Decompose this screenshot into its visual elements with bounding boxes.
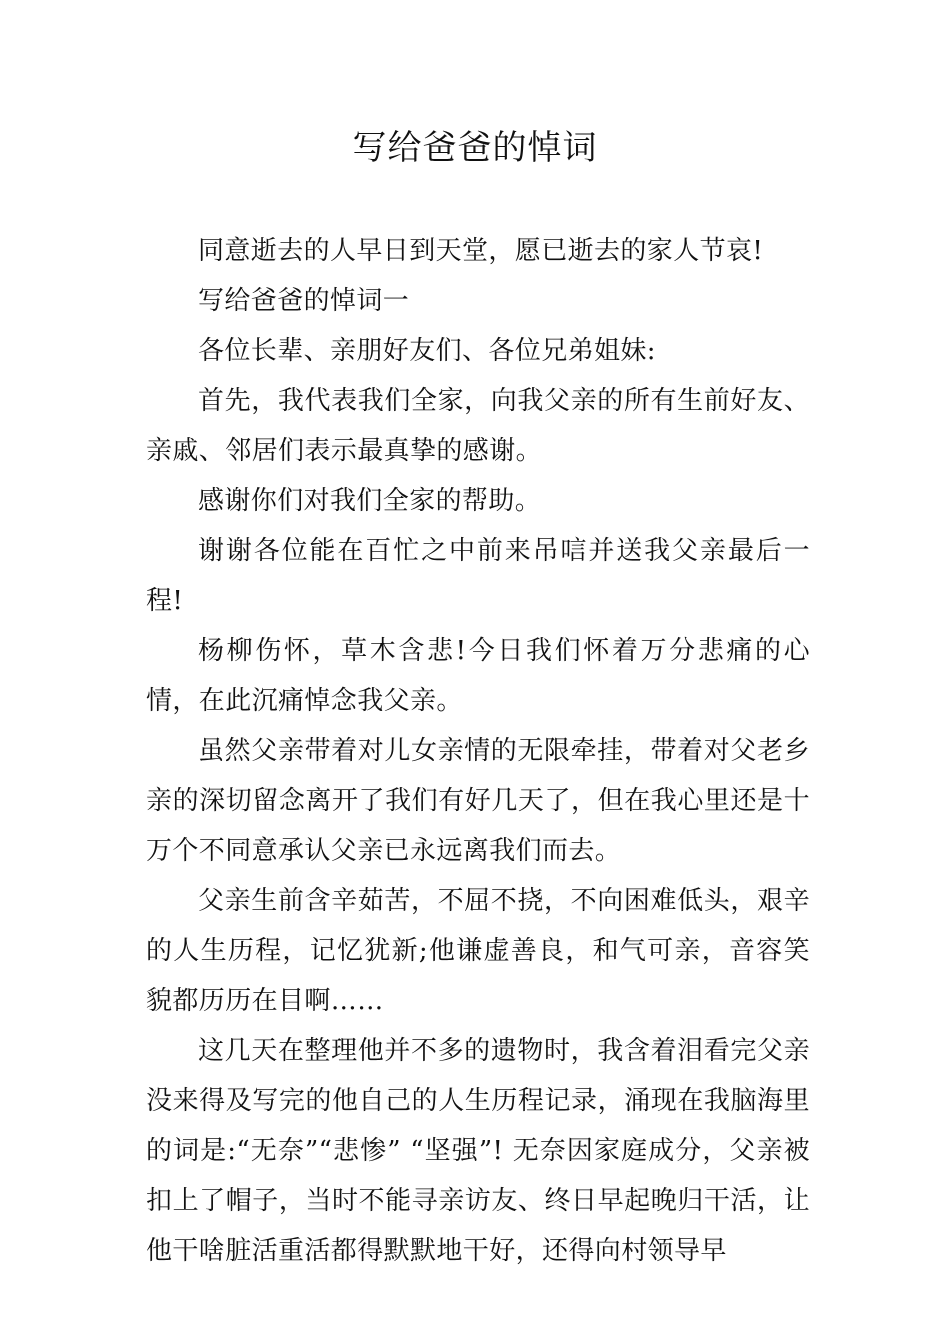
- paragraph-character: 父亲生前含辛茹苦，不屈不挠，不向困难低头，艰辛的人生历程，记忆犹新;他谦虚善良，和气可亲，音容笑貌都历历在目啊……: [146, 886, 810, 1016]
- paragraph-thanks-friends: 首先，我代表我们全家，向我父亲的所有生前好友、亲戚、邻居们表示最真挚的感谢。: [146, 386, 810, 466]
- paragraph-mourning: 杨柳伤怀，草木含悲!今日我们怀着万分悲痛的心情，在此沉痛悼念我父亲。: [146, 636, 810, 716]
- paragraph-thanks-attendance: 谢谢各位能在百忙之中前来吊唁并送我父亲最后一程!: [146, 536, 810, 616]
- document-title: 写给爸爸的悼词: [352, 128, 598, 168]
- paragraph-eulogy-heading: 写给爸爸的悼词一: [198, 286, 410, 316]
- paragraph-intro: 同意逝去的人早日到天堂，愿已逝去的家人节哀!: [198, 236, 764, 266]
- paragraph-salutation: 各位长辈、亲朋好友们、各位兄弟姐妹:: [198, 336, 656, 366]
- document-body: [146, 226, 810, 1276]
- paragraph-memories: 这几天在整理他并不多的遗物时，我含着泪看完父亲没来得及写完的他自己的人生历程记录，涌现在我脑海里的词是:“无奈”“悲惨” “坚强”! 无奈因家庭成分，父亲被扣上了帽子，当时不能寻亲访友、终日早起晚归干活，让他干啥脏活重活都得默默地干好，还得向村领导早: [146, 1036, 810, 1266]
- paragraph-thanks-help: 感谢你们对我们全家的帮助。: [198, 486, 542, 516]
- paragraph-longing: 虽然父亲带着对儿女亲情的无限牵挂，带着对父老乡亲的深切留念离开了我们有好几天了，但在我心里还是十万个不同意承认父亲已永远离我们而去。: [146, 736, 810, 866]
